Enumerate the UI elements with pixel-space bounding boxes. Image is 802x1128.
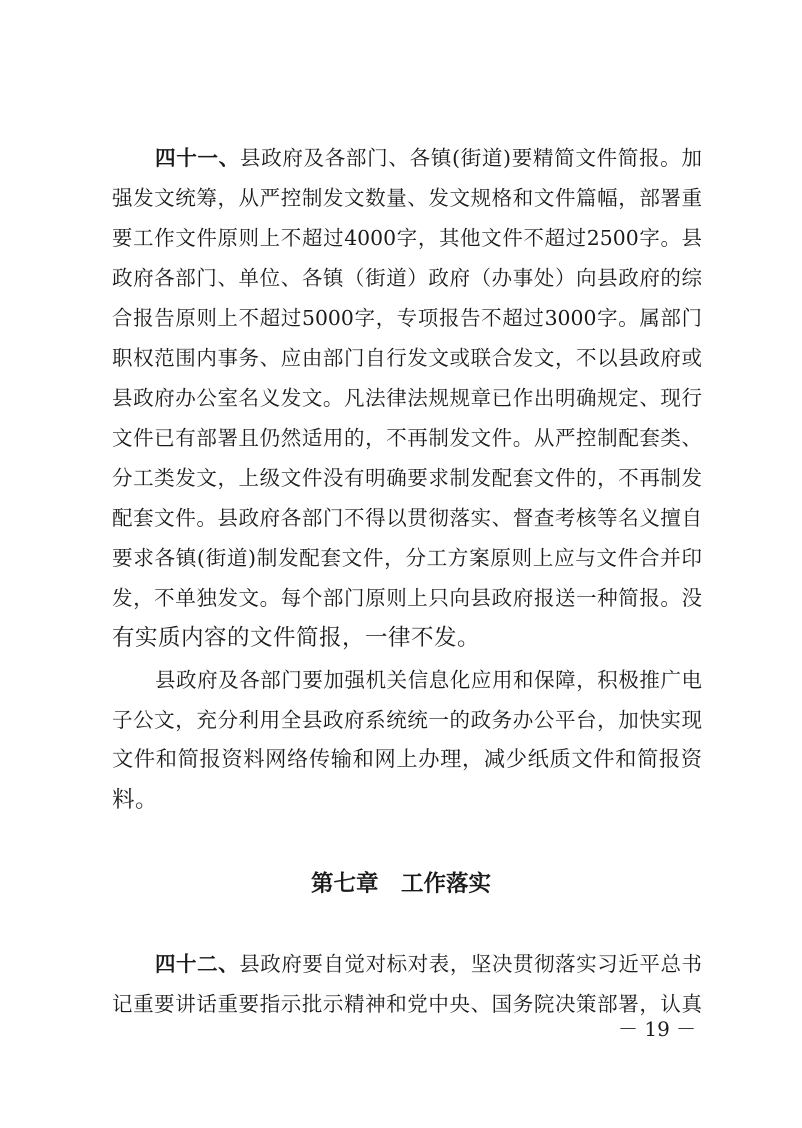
- section-41-line-7: 县政府办公室名义发文。凡法律法规规章已作出明确规定、现行: [112, 386, 702, 410]
- section-41-line-8: 文件已有部署且仍然适用的，不再制发文件。从严控制配套类、: [112, 426, 702, 450]
- section-41-line-12: 发，不单独发文。每个部门原则上只向县政府报送一种简报。没: [112, 586, 702, 610]
- section-41-line-3: 要工作文件原则上不超过4000字，其他文件不超过2500字。县: [112, 226, 702, 250]
- section-41-lead: 四十一、: [155, 146, 240, 170]
- section-41-line-13: 有实质内容的文件简报，一律不发。: [112, 625, 481, 651]
- section-41-line-5: 合报告原则上不超过5000字，专项报告不超过3000字。属部门: [112, 306, 702, 330]
- paragraph-2-line-3: 文件和简报资料网络传输和网上办理，减少纸质文件和简报资: [112, 747, 702, 772]
- page-number: － 19 －: [618, 1017, 697, 1041]
- section-42-text: 县政府要自觉对标对表，坚决贯彻落实习近平总书: [239, 952, 703, 976]
- section-41-line-9: 分工类发文，上级文件没有明确要求制发配套文件的，不再制发: [112, 466, 702, 490]
- section-41-text: 县政府及各部门、各镇(街道)要精简文件简报。加: [239, 146, 702, 170]
- section-41-line-1: [155, 138, 702, 178]
- paragraph-2-line-1: 县政府及各部门要加强机关信息化应用和保障，积极推广电: [155, 668, 702, 692]
- section-41-line-10: 配套文件。县政府各部门不得以贯彻落实、督查考核等名义擅自: [112, 506, 702, 530]
- paragraph-2-line-2: 子公文，充分利用全县政府系统统一的政务办公平台，加快实现: [112, 708, 702, 732]
- section-42-line-1: [155, 944, 702, 984]
- chapter-title: 第七章 工作落实: [310, 871, 491, 897]
- paragraph-2-line-4: 料。: [112, 787, 159, 813]
- section-41-line-2: 强发文统筹，从严控制发文数量、发文规格和文件篇幅，部署重: [112, 186, 702, 210]
- section-41-line-11: 要求各镇(街道)制发配套文件，分工方案原则上应与文件合并印: [112, 546, 702, 570]
- section-41-line-6: 职权范围内事务、应由部门自行发文或联合发文，不以县政府或: [112, 346, 702, 370]
- section-42-line-2: 记重要讲话重要指示批示精神和党中央、国务院决策部署，认真: [112, 992, 702, 1016]
- section-41-line-4: 政府各部门、单位、各镇（街道）政府（办事处）向县政府的综: [112, 266, 702, 290]
- section-42-lead: 四十二、: [155, 952, 240, 976]
